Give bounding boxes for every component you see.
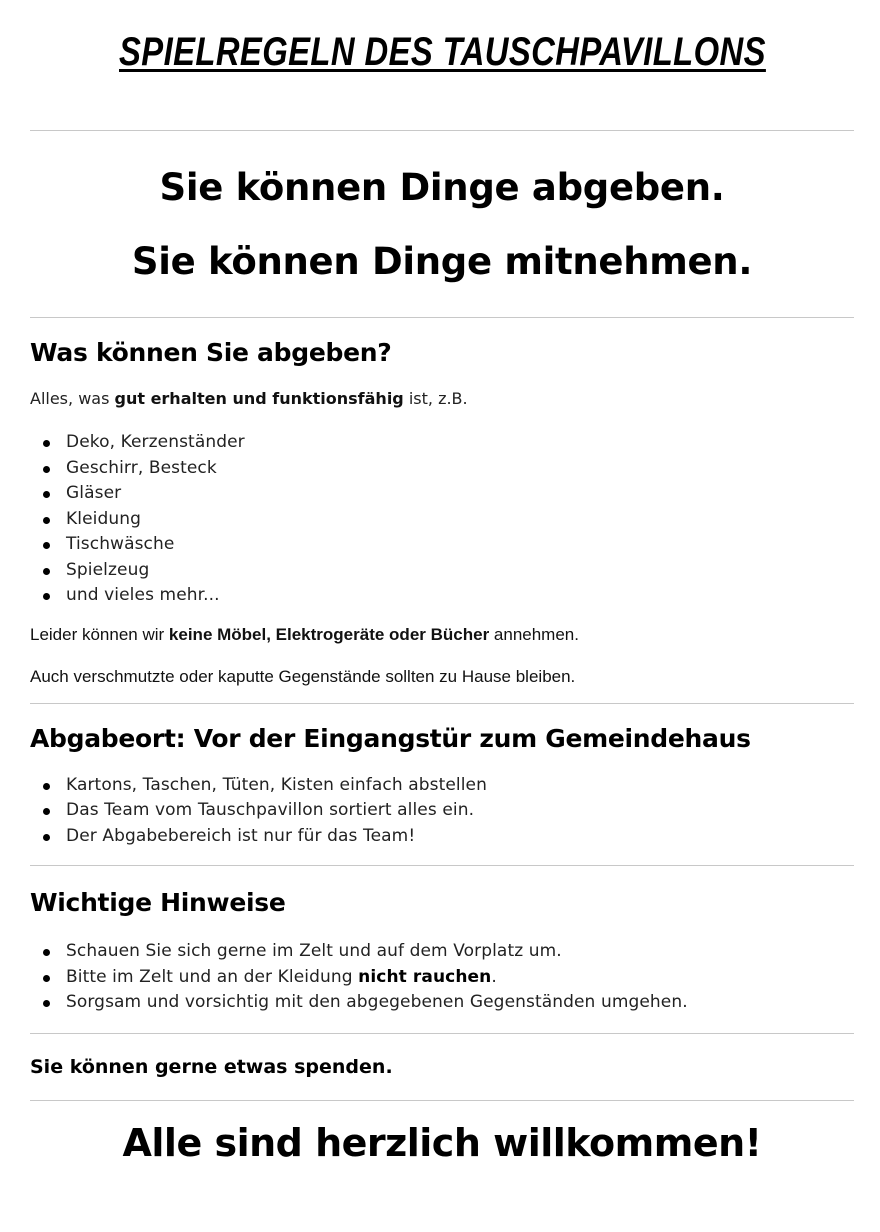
dropoff-list (30, 773, 854, 850)
accepted-items-list (30, 430, 854, 609)
note-text-end: annehmen. (489, 624, 579, 644)
dirty-items-note: Auch verschmutzte oder kaputte Gegenstände sollten zu Hause bleiben. (30, 666, 576, 686)
list-item: und vieles mehr... (66, 583, 854, 609)
section-abgeben-intro (30, 389, 854, 408)
list-item: Kleidung (66, 507, 854, 533)
note-text: Leider können wir (30, 624, 169, 644)
list-item: Das Team vom Tauschpavillon sortiert alles ein. (66, 798, 854, 824)
closing-text: Alle sind herzlich willkommen! (122, 1120, 762, 1165)
hero-line-abgeben: Sie können Dinge abgeben. (159, 166, 725, 209)
list-item (66, 965, 854, 991)
hints-list (30, 939, 854, 1016)
page-title (30, 0, 854, 130)
hint-emphasis: nicht rauchen (358, 966, 492, 987)
note-emphasis: keine Möbel, Elektrogeräte oder Bücher (168, 624, 490, 644)
hero-section (30, 131, 854, 317)
list-item: Der Abgabebereich ist nur für das Team! (66, 824, 854, 850)
list-item: Spielzeug (66, 558, 854, 584)
section-abgabeort-heading: Abgabeort: Vor der Eingangstür zum Gemeindehaus (30, 723, 751, 753)
hint-text-end: . (491, 966, 497, 987)
list-item: Tischwäsche (66, 532, 854, 558)
section-abgeben-heading: Was können Sie abgeben? (30, 338, 392, 367)
intro-text: Alles, was (30, 389, 115, 408)
intro-emphasis: gut erhalten und funktionsfähig (114, 389, 404, 408)
section-abgabeort (30, 704, 854, 866)
list-item: Kartons, Taschen, Tüten, Kisten einfach abstellen (66, 773, 854, 799)
list-item: Sorgsam und vorsichtig mit den abgegebenen Gegenständen umgehen. (66, 990, 854, 1016)
list-item: Gläser (66, 481, 854, 507)
list-item: Schauen Sie sich gerne im Zelt und auf dem Vorplatz um. (66, 939, 854, 965)
section-hinweise (30, 866, 854, 1033)
donation-text: Sie können gerne etwas spenden. (30, 1055, 393, 1078)
closing-section (30, 1101, 854, 1165)
donation-section (30, 1034, 854, 1100)
hint-text: Bitte im Zelt und an der Kleidung (66, 966, 359, 987)
page-title-text: SPIELREGELN DES TAUSCHPAVILLONS (118, 30, 766, 74)
section-hinweise-heading: Wichtige Hinweise (30, 888, 286, 917)
rejected-items-note (30, 625, 854, 645)
intro-text-end: ist, z.B. (403, 389, 468, 408)
list-item: Geschirr, Besteck (66, 456, 854, 482)
hero-line-mitnehmen: Sie können Dinge mitnehmen. (131, 240, 753, 283)
section-abgeben (30, 318, 854, 703)
list-item: Deko, Kerzenständer (66, 430, 854, 456)
